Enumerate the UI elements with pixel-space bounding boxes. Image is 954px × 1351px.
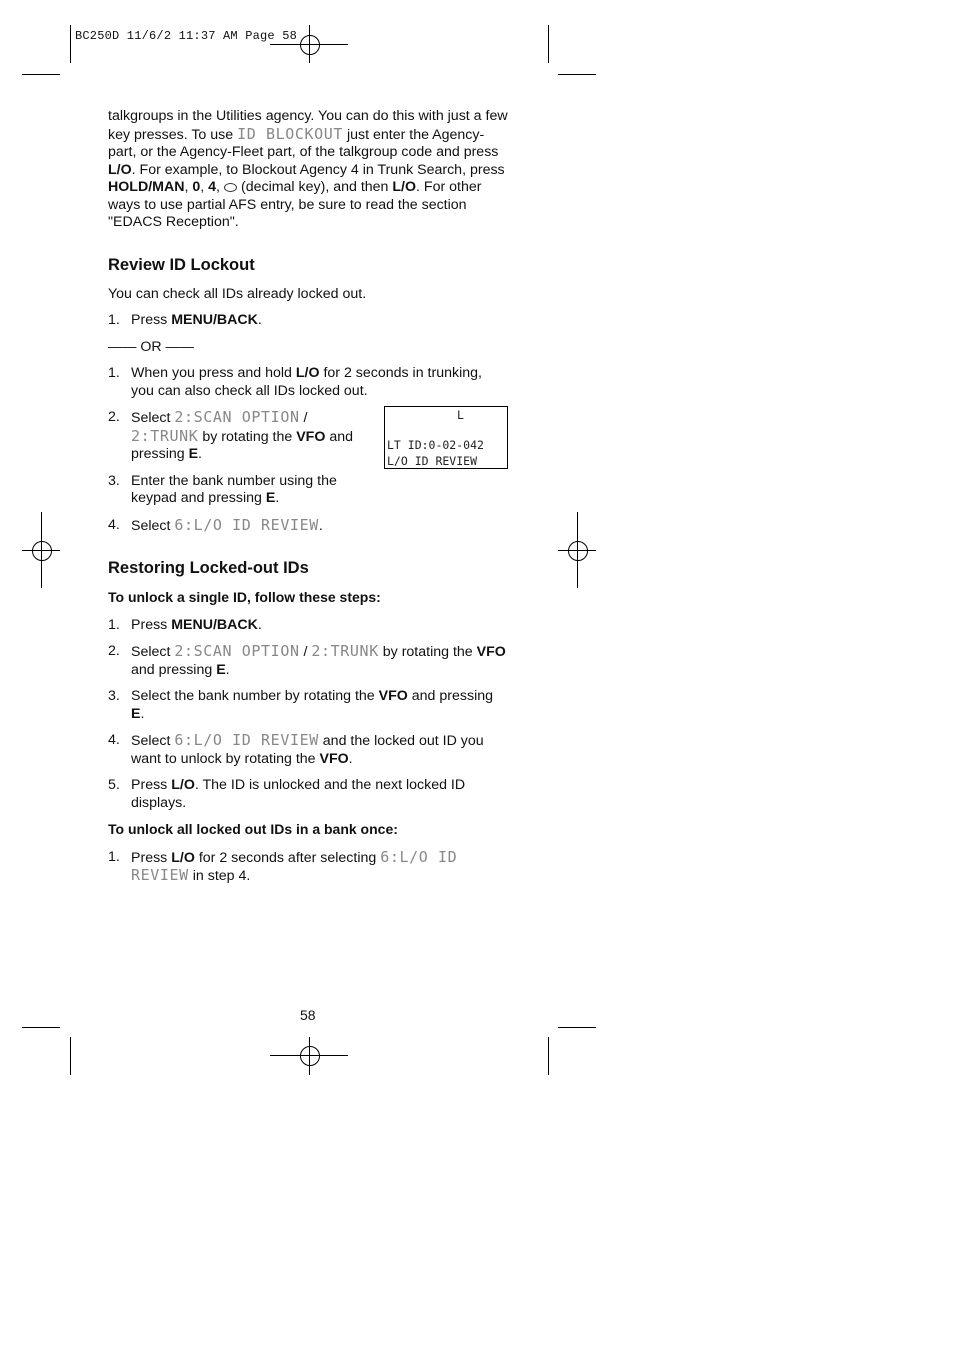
section-heading-review: Review ID Lockout bbox=[108, 255, 255, 274]
subheading-single: To unlock a single ID, follow these steps: bbox=[108, 589, 381, 605]
subheading-all: To unlock all locked out IDs in a bank once: bbox=[108, 821, 398, 837]
crop-mark bbox=[548, 1037, 549, 1075]
list-item: 3. Enter the bank number using the keypad and pressing E. bbox=[108, 472, 337, 506]
list-item: 2. Select 2:SCAN OPTION / 2:TRUNK by rotating the VFO and pressing E. bbox=[108, 408, 354, 462]
restore-all-steps bbox=[108, 849, 508, 886]
page-content bbox=[108, 108, 508, 895]
list-item: 2. Select 2:SCAN OPTION / 2:TRUNK by rotating the VFO and pressing E. bbox=[108, 642, 506, 678]
lcd-line-3: LT ID:0-02-042 bbox=[387, 438, 484, 452]
registration-circle bbox=[300, 35, 320, 55]
intro-paragraph: talkgroups in the Utilities agency. You can do this with just a few key presses. To use ID BLOCKOUT just enter the Agency- part, or the Agency-Fleet part, of the talkgroup code and press L/O. For example, to Blockout Agency 4 in Trunk Search, press HOLD/MAN, 0, 4, (decimal key), and then L/O. For other ways to use partial AFS entry, be sure to read the section "EDACS Reception". bbox=[108, 108, 508, 230]
crop-mark bbox=[548, 25, 549, 63]
crop-mark bbox=[70, 1037, 71, 1075]
list-item: 3. Select the bank number by rotating the VFO and pressing E. bbox=[108, 688, 494, 722]
page-number: 58 bbox=[300, 1007, 316, 1023]
list-item: 5. Press L/O. The ID is unlocked and the next locked ID displays. bbox=[108, 777, 466, 811]
crop-mark bbox=[22, 74, 60, 75]
crop-mark bbox=[22, 1027, 60, 1028]
decimal-key-icon bbox=[224, 183, 237, 192]
crop-mark bbox=[558, 1027, 596, 1028]
list-item: 1. Press MENU/BACK. bbox=[108, 616, 262, 633]
review-description: You can check all IDs already locked out. bbox=[108, 285, 367, 302]
review-steps-a bbox=[108, 312, 508, 330]
list-item: 1. Press MENU/BACK. bbox=[108, 312, 262, 328]
print-header: BC250D 11/6/2 11:37 AM Page 58 bbox=[75, 29, 298, 43]
lcd-line-1: L bbox=[457, 408, 464, 422]
list-item: 4. Select 6:L/O ID REVIEW and the locked out ID you want to unlock by rotating the VFO. bbox=[108, 731, 484, 767]
registration-circle bbox=[32, 541, 52, 561]
review-steps-b bbox=[108, 365, 508, 535]
list-item: 1. When you press and hold L/O for 2 seconds in trunking, you can also check all IDs locked out. bbox=[108, 365, 482, 399]
list-item: 1. Press L/O for 2 seconds after selecting 6:L/O ID REVIEW in step 4. bbox=[108, 847, 458, 884]
restore-steps bbox=[108, 617, 508, 813]
or-separator: —— OR —— bbox=[108, 338, 194, 355]
registration-circle bbox=[300, 1046, 320, 1066]
crop-mark bbox=[558, 74, 596, 75]
crop-mark bbox=[70, 25, 71, 63]
section-heading-restore: Restoring Locked-out IDs bbox=[108, 559, 309, 577]
registration-circle bbox=[568, 541, 588, 561]
list-item: 4. Select 6:L/O ID REVIEW. bbox=[108, 515, 323, 534]
lcd-line-4: L/O ID REVIEW bbox=[387, 454, 478, 468]
